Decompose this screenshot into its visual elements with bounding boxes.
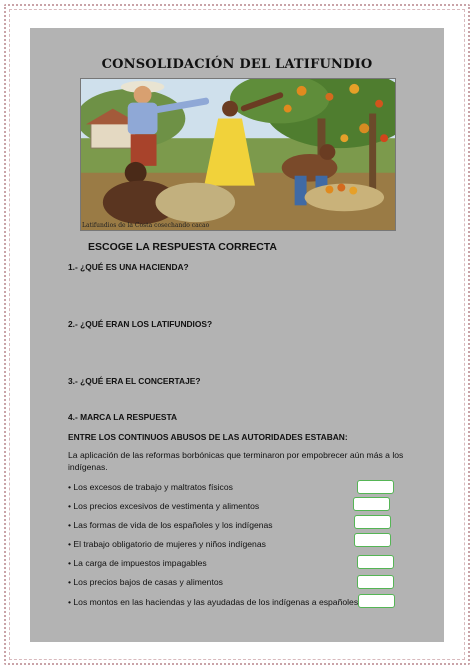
option-1: • Los excesos de trabajo y maltratos físicos: [68, 482, 233, 492]
answer-box-3[interactable]: [354, 515, 391, 529]
statement-text: La aplicación de las reformas borbónicas que terminaron por empobrecer aún más a los indígenas.: [68, 450, 404, 472]
question-2: 2.- ¿QUÉ ERAN LOS LATIFUNDIOS?: [68, 319, 213, 329]
option-3: • Las formas de vida de los españoles y los indígenas: [68, 520, 273, 530]
option-5: • La carga de impuestos impagables: [68, 558, 207, 568]
question-3: 3.- ¿QUÉ ERA EL CONCERTAJE?: [68, 376, 201, 386]
option-2: • Los precios excesivos de vestimenta y alimentos: [68, 501, 260, 511]
illustration-caption: Latifundios de la Costa cosechando cacao: [82, 222, 210, 229]
illustration-cacao-harvest-icon: [81, 79, 395, 230]
answer-box-1[interactable]: [357, 480, 394, 494]
option-6: • Los precios bajos de casas y alimentos: [68, 577, 223, 587]
question-4: 4.- MARCA LA RESPUESTA: [68, 412, 178, 422]
answer-box-6[interactable]: [357, 575, 394, 589]
answer-box-5[interactable]: [357, 555, 394, 569]
option-4: • El trabajo obligatorio de mujeres y niños indígenas: [68, 539, 266, 549]
answer-box-4[interactable]: [354, 533, 391, 547]
answer-box-7[interactable]: [358, 594, 395, 608]
answer-box-2[interactable]: [353, 497, 390, 511]
worksheet-title: CONSOLIDACIÓN DEL LATIFUNDIO: [101, 57, 373, 72]
question-4-subheading: ENTRE LOS CONTINUOS ABUSOS DE LAS AUTORIDADES ESTABAN:: [68, 432, 348, 442]
option-7: • Los montos en las haciendas y las ayudadas de los indígenas a españoles: [68, 597, 359, 607]
cacao-harvest-illustration: [80, 78, 396, 231]
instructions-heading: ESCOGE LA RESPUESTA CORRECTA: [88, 241, 278, 253]
question-1: 1.- ¿QUÉ ES UNA HACIENDA?: [68, 262, 189, 272]
